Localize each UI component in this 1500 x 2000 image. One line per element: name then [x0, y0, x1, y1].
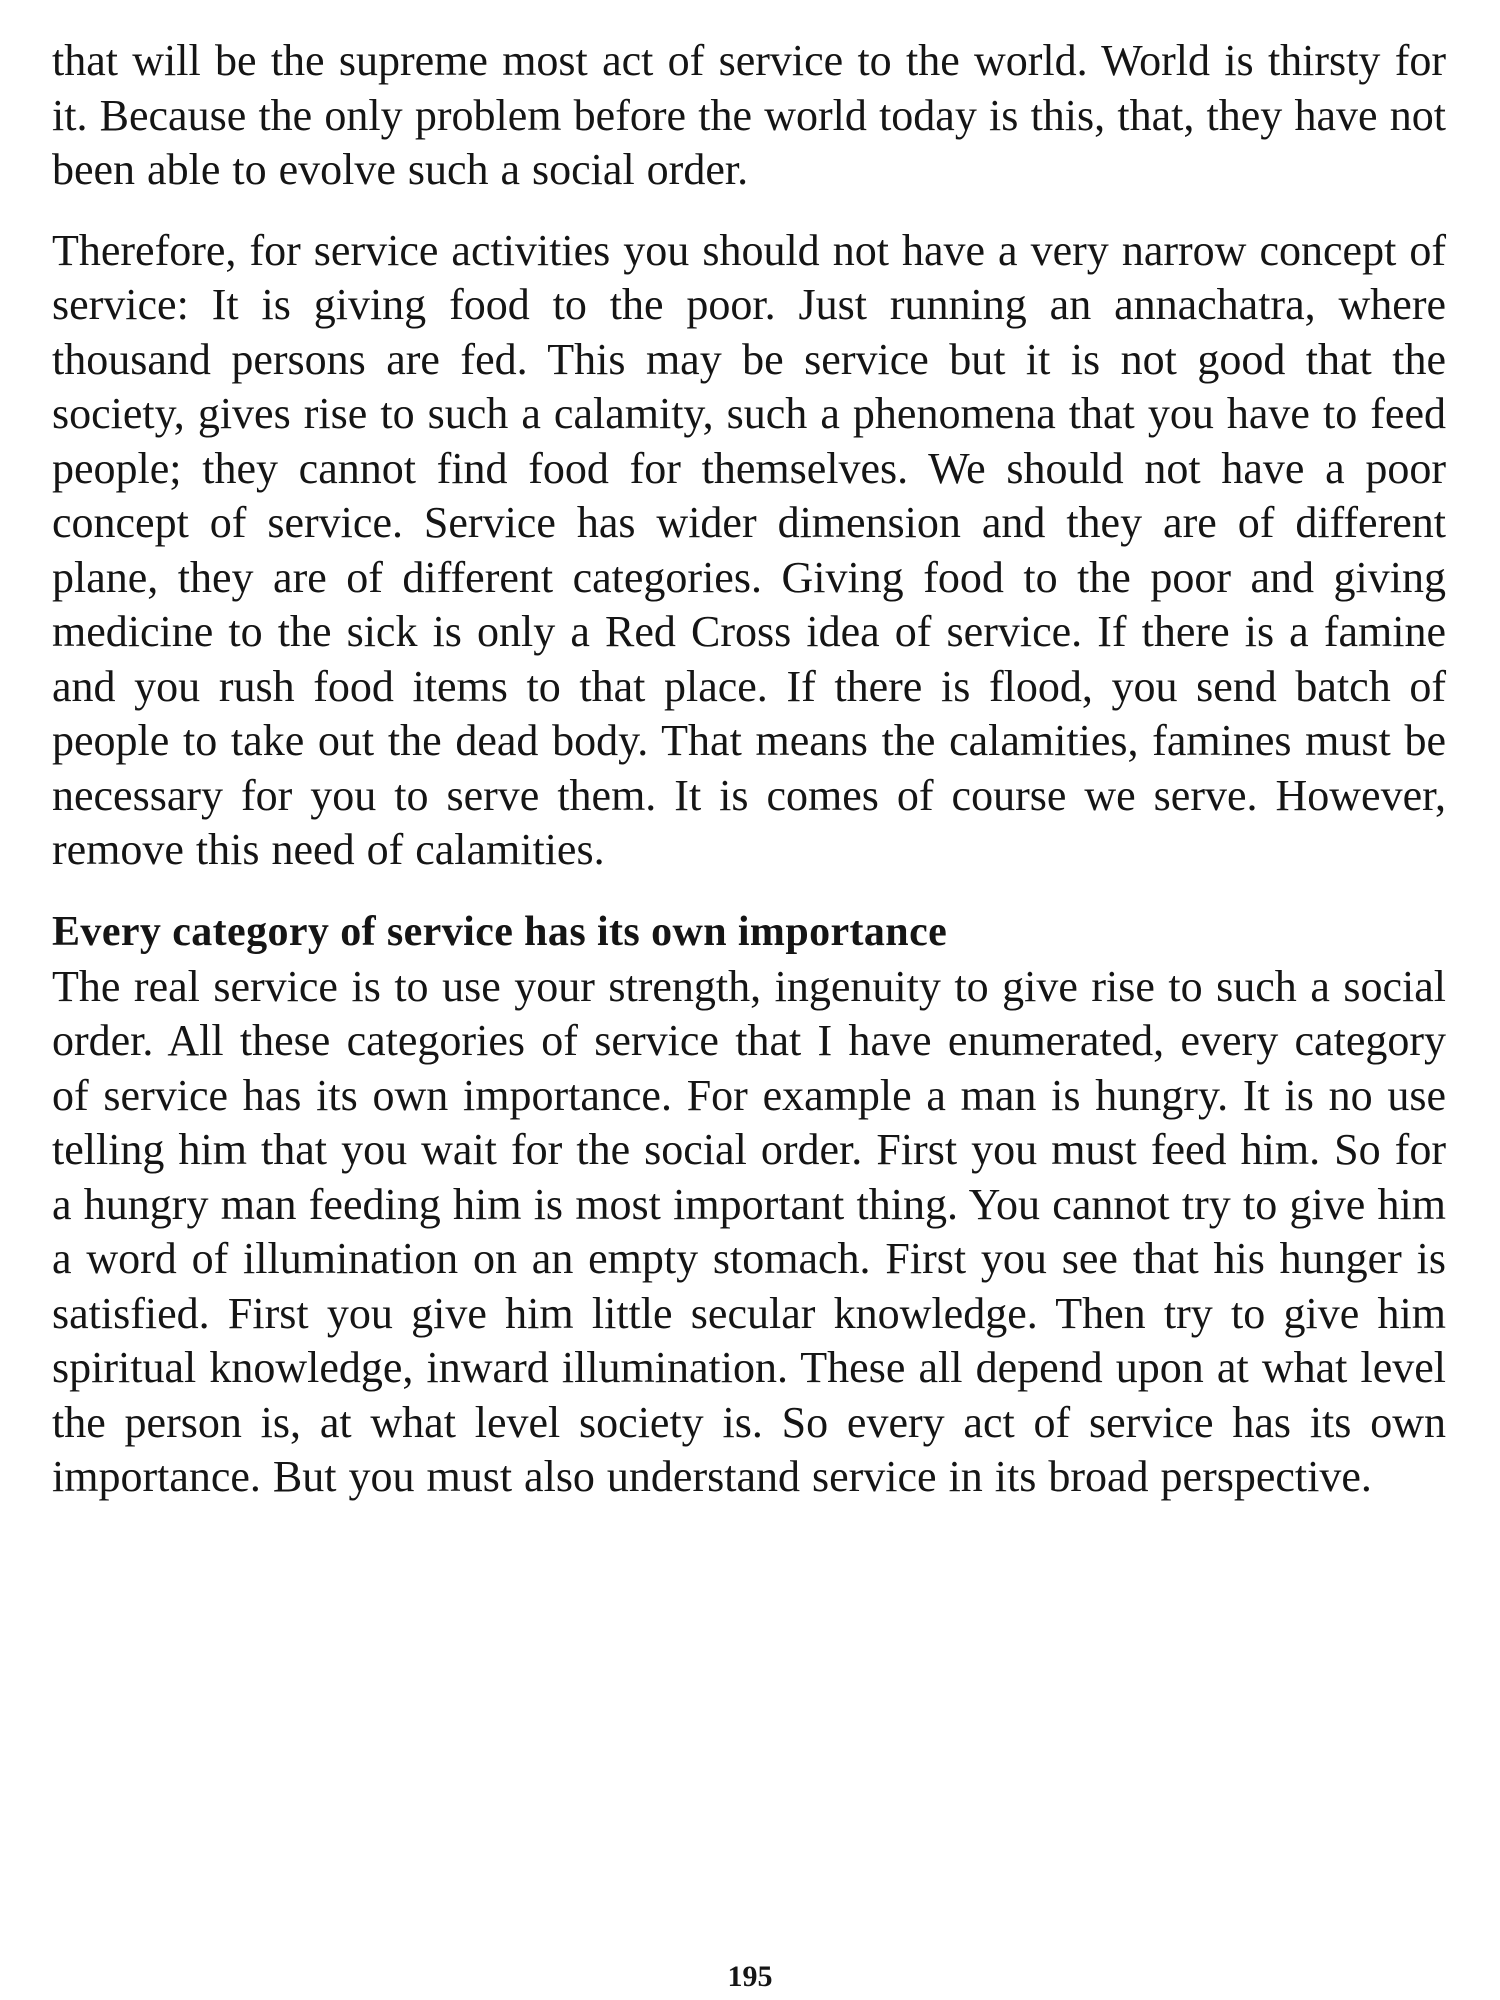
paragraph-2: Therefore, for service activities you should not have a very narrow concept of service: It is giving food to the poor. Just running an annachatra, where thousand persons are fed. This may be service but it is not good that the society, gives rise to such a calamity, such a phenomena that you have to feed people; they cannot find food for themselves. We should not have a poor concept of service. Service has wider dimension and they are of different plane, they are of different categories. Giving food to the poor and giving medicine to the sick is only a Red Cross idea of service. If there is a famine and you rush food items to that place. If there is flood, you send batch of people to take out the dead body. That means the calamities, famines must be necessary for you to serve them. It is comes of course we serve. However, remove this need of calamities.	[52, 225, 1446, 874]
paragraph-1: that will be the supreme most act of service to the world. World is thirsty for it. Because the only problem before the world today is this, that, they have not been able to evolve such a social order.	[52, 36, 1446, 194]
page-content	[52, 34, 1446, 1505]
page-number: 195	[727, 1960, 773, 1993]
paragraph-3: The real service is to use your strength, ingenuity to give rise to such a social order. All these categories of service that I have enumerated, every category of service has its own importance. For example a man is hungry. It is no use telling him that you wait for the social order. First you must feed him. So for a hungry man feeding him is most important thing. You cannot try to give him a word of illumination on an empty stomach. First you see that his hunger is satisfied. First you give him little secular knowledge. Then try to give him spiritual knowledge, inward illumination. These all depend upon at what level the person is, at what level society is. So every act of service has its own importance. But you must also understand service in its broad perspective.	[52, 961, 1446, 1501]
section-heading: Every category of service has its own importance	[52, 908, 948, 955]
